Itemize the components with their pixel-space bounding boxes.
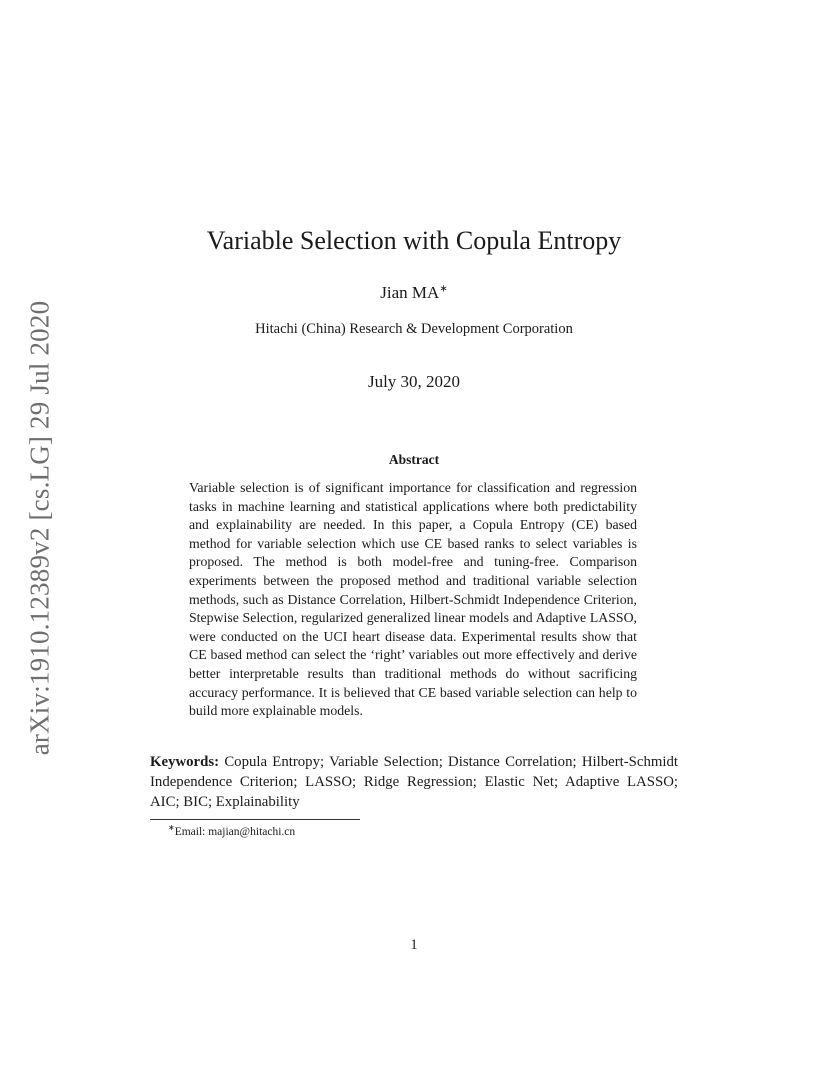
footnote-mark: ∗: [168, 823, 175, 832]
footnote-email: Email: majian@hitachi.cn: [174, 825, 296, 838]
abstract-text: Variable selection is of significant importance for classification and regression tasks in machine learning and statistical applications where both predictability and explainability are needed. In this paper, a Copula Entropy (CE) based method for variable selection which use CE based ranks to select variables is proposed. The method is both model-free and tuning-free. Comparison experiments between the proposed method and traditional variable selection methods, such as Distance Correlation, Hilbert-Schmidt Independence Criterion, Stepwise Selection, regularized generalized linear models and Adaptive LASSO, were conducted on the UCI heart disease data. Experimental results show that CE based method can select the ‘right’ variables out more effectively and derive better interpretable results than traditional methods do without sacrificing accuracy performance. It is believed that CE based variable selection can help to build more explainable models.: [189, 480, 637, 719]
footnote: [168, 823, 295, 838]
keywords-text: Copula Entropy; Variable Selection; Distance Correlation; Hilbert-Schmidt Independence Criterion; LASSO; Ridge Regression; Elastic Net; Adaptive LASSO; AIC; BIC; Explainability: [150, 754, 679, 810]
author-footnote-mark: ∗: [439, 283, 448, 295]
paper-title: Variable Selection with Copula Entropy: [206, 226, 622, 255]
page-number: 1: [410, 937, 418, 953]
affiliation: Hitachi (China) Research & Development Corporation: [255, 321, 573, 337]
keywords-paragraph: [150, 752, 678, 812]
publication-date: July 30, 2020: [367, 372, 461, 391]
abstract-heading: Abstract: [388, 452, 440, 467]
keywords-label: Keywords:: [150, 754, 220, 770]
author: [0, 283, 828, 303]
arxiv-identifier-stamp: arXiv:1910.12389v2 [cs.LG] 29 Jul 2020: [24, 300, 55, 756]
author-name: Jian MA: [380, 283, 440, 302]
footnote-divider: [150, 819, 360, 820]
